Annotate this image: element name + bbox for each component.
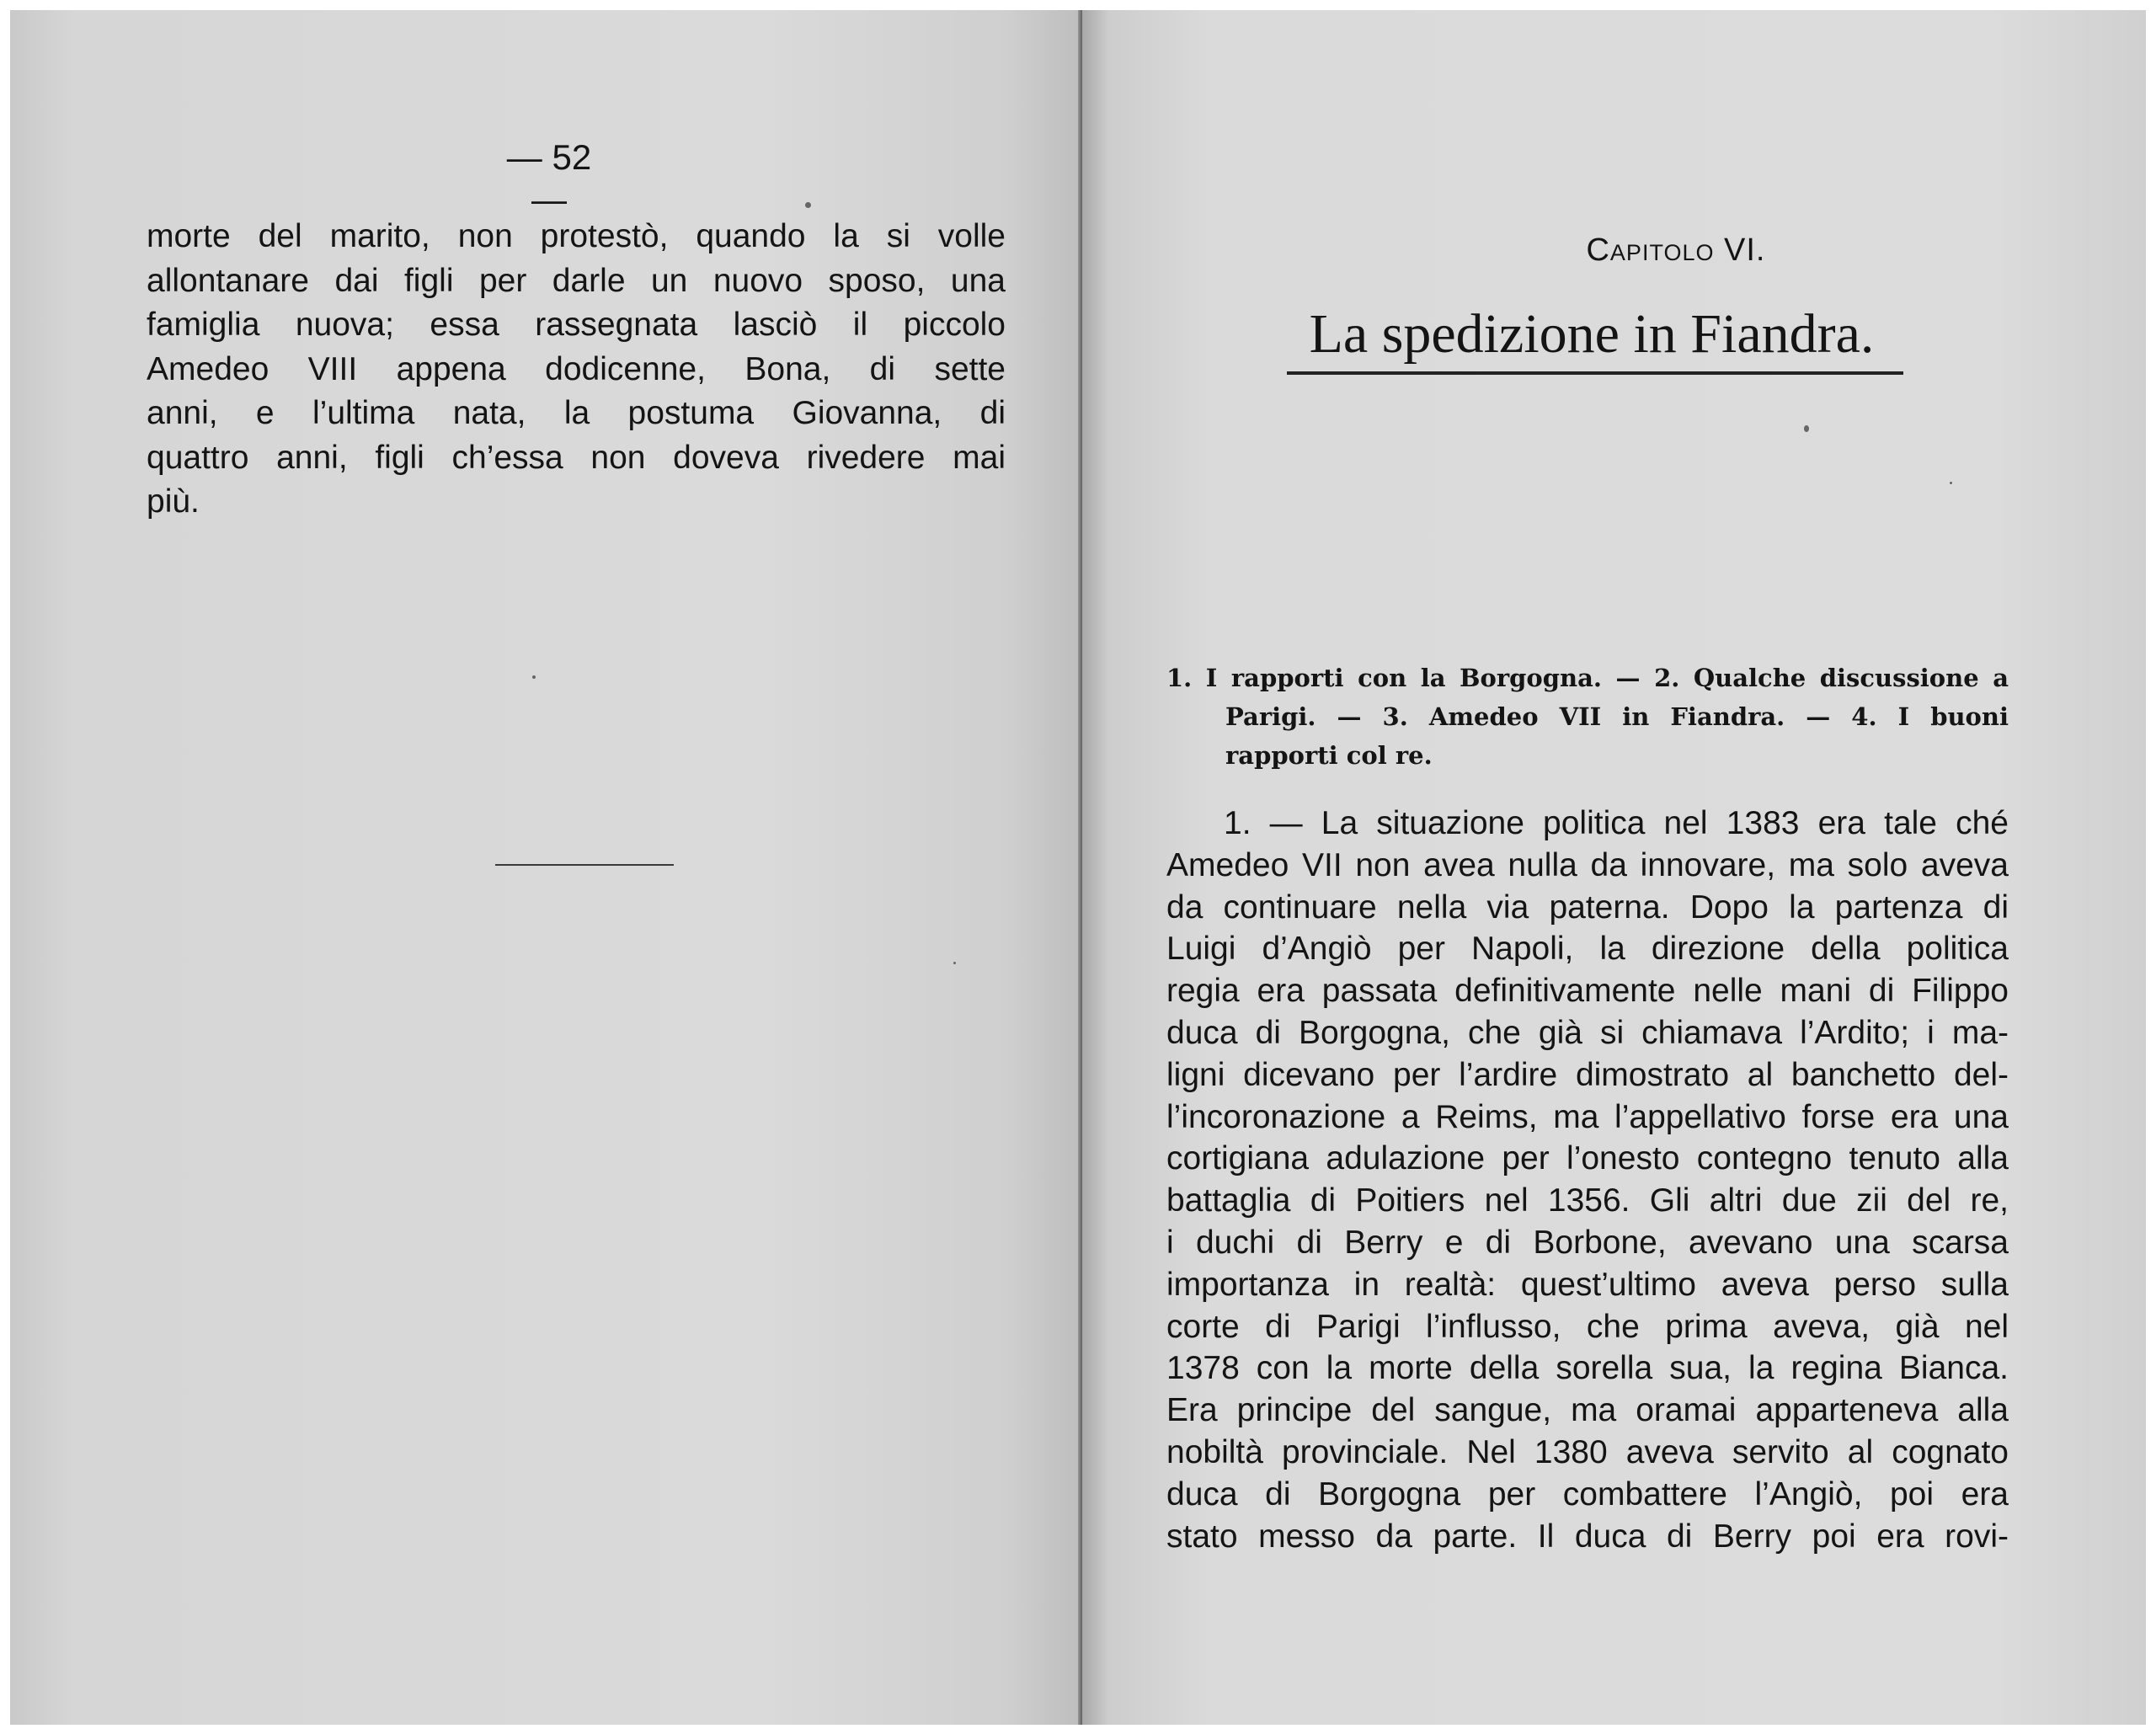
text-line: morte del marito, non protestò, quando la si volle: [147, 218, 1006, 254]
right-paragraph: [1166, 803, 2009, 1557]
page-number: — 52 —: [506, 137, 592, 219]
paper-speck: [532, 675, 536, 679]
text-line: battaglia di Poitiers nel 1356. Gli altri due zii del re,: [1166, 1182, 2009, 1219]
text-line: più.: [147, 483, 200, 520]
text-line: l’incoronazione a Reims, ma l’appellativo forse era una: [1166, 1098, 2009, 1135]
paper-speck: [953, 962, 956, 964]
summary-line: rapporti col re.: [1225, 741, 1433, 770]
paper-speck: [1950, 482, 1952, 484]
text-line: duca di Borgogna, che già si chiamava l’Ardito; i ma-: [1166, 1014, 2009, 1051]
text-line: duca di Borgogna per combattere l’Angiò, poi era: [1166, 1475, 2009, 1513]
title-underline: [1287, 371, 1903, 375]
section-end-rule: [495, 864, 674, 866]
text-line: anni, e l’ultima nata, la postuma Giovanna, di: [147, 395, 1006, 431]
text-line: ligni dicevano per l’ardire dimostrato al banchetto del-: [1166, 1056, 2009, 1093]
text-line: 1. — La situazione politica nel 1383 era tale ché: [1224, 805, 2009, 841]
right-page: [1082, 10, 2146, 1725]
text-line: famiglia nuova; essa rassegnata lasciò il piccolo: [147, 307, 1006, 343]
left-paragraph: [147, 215, 1006, 525]
summary-line: 1. I rapporti con la Borgogna. — 2. Qualche discussione a: [1166, 664, 2009, 692]
text-line: stato messo da parte. Il duca di Berry poi era rovi-: [1166, 1518, 2009, 1555]
text-line: Luigi d’Angiò per Napoli, la direzione della politica: [1166, 931, 2009, 968]
text-line: cortigiana adulazione per l’onesto contegno tenuto alla: [1166, 1140, 2009, 1177]
chapter-title: La spedizione in Fiandra.: [1309, 303, 1875, 365]
text-line: allontanare dai figli per darle un nuovo sposo, una: [147, 262, 1006, 299]
text-line: corte di Parigi l’influsso, che prima aveva, già nel: [1166, 1308, 2009, 1345]
text-line: quattro anni, figli ch’essa non doveva rivedere mai: [147, 439, 1006, 476]
paper-speck: [1804, 425, 1809, 432]
text-line: nobiltà provinciale. Nel 1380 aveva servito al cognato: [1166, 1433, 2009, 1470]
book-spread: [10, 10, 2146, 1725]
text-line: regia era passata definitivamente nelle mani di Filippo: [1166, 973, 2009, 1010]
text-line: da continuare nella via paterna. Dopo la partenza di: [1166, 888, 2009, 926]
summary-line: Parigi. — 3. Amedeo VII in Fiandra. — 4. I buoni: [1225, 702, 2009, 731]
chapter-summary: [1166, 659, 2009, 775]
text-line: 1378 con la morte della sorella sua, la regina Bianca.: [1166, 1350, 2009, 1387]
paper-speck: [805, 202, 811, 208]
text-line: Era principe del sangue, ma oramai apparteneva alla: [1166, 1392, 2009, 1429]
text-line: Amedeo VII non avea nulla da innovare, ma solo aveva: [1166, 846, 2009, 883]
chapter-label: Capitolo VI.: [1586, 232, 1766, 268]
text-line: Amedeo VIII appena dodicenne, Bona, di sette: [147, 350, 1006, 387]
text-line: i duchi di Berry e di Borbone, avevano una scarsa: [1166, 1224, 2009, 1261]
left-page: [10, 10, 1082, 1725]
text-line: importanza in realtà: quest’ultimo aveva perso sulla: [1166, 1266, 2009, 1303]
